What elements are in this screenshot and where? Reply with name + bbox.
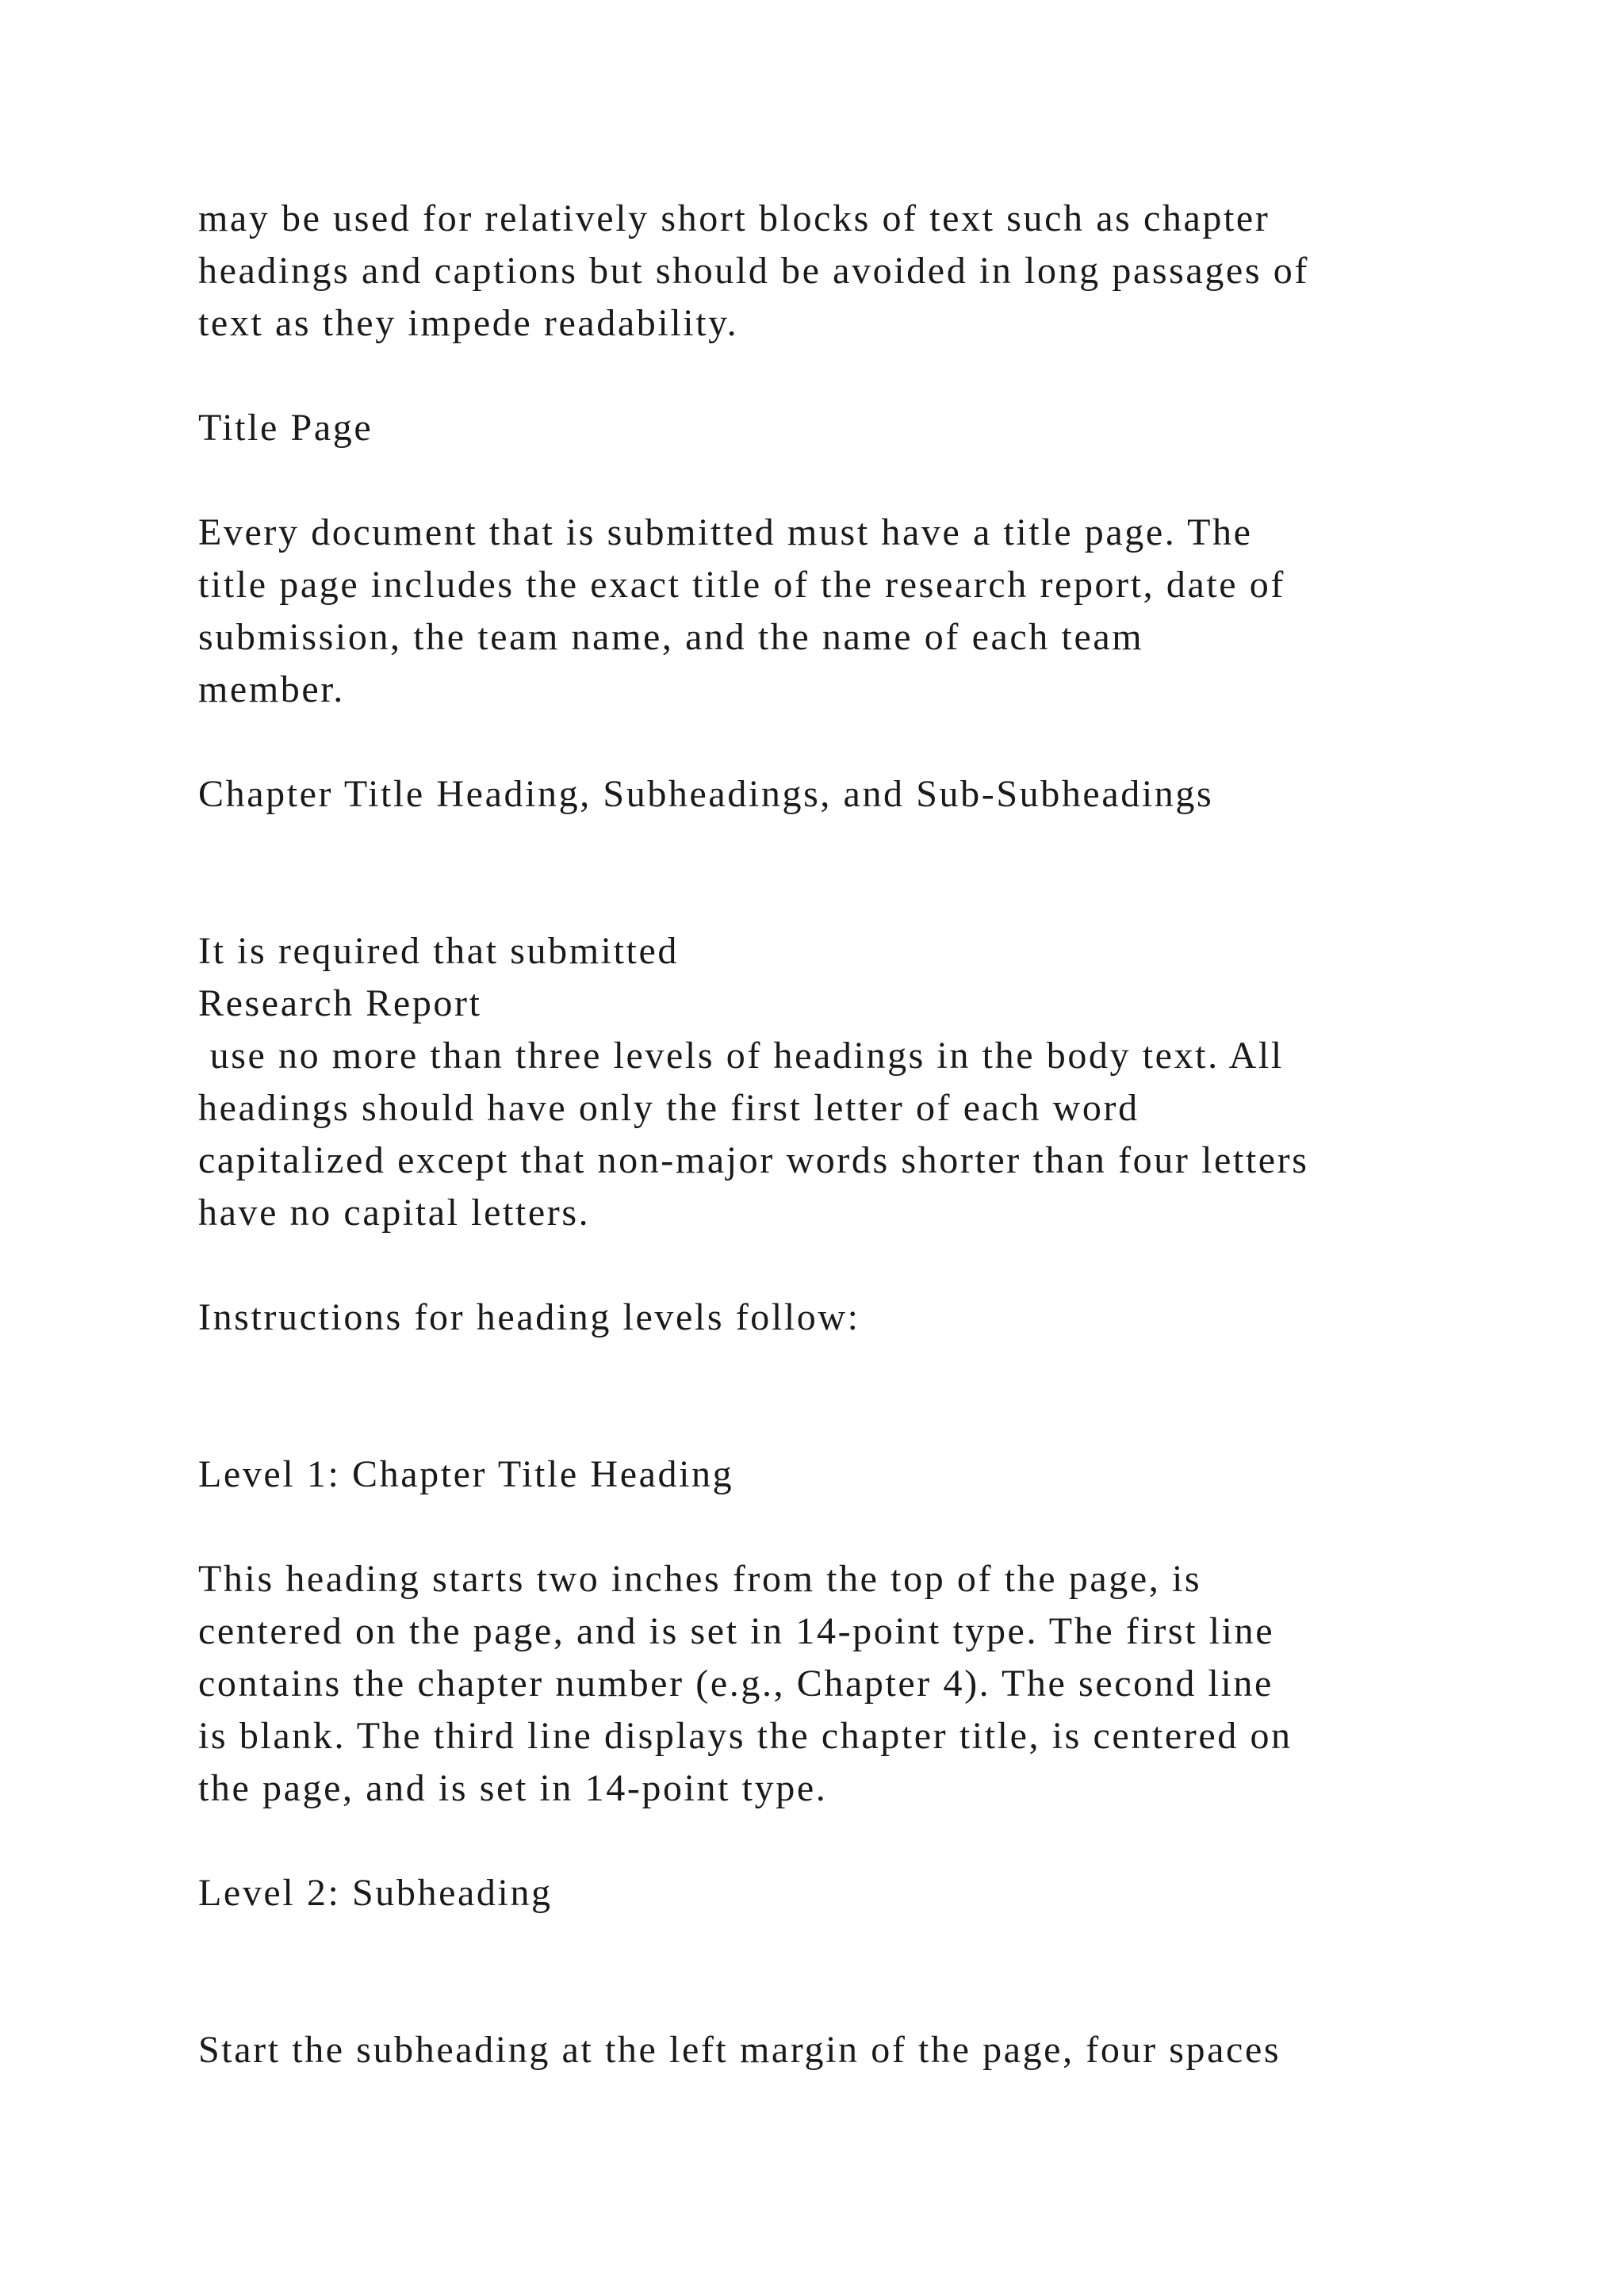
text-line: centered on the page, and is set in 14-point type. The first line <box>198 1610 1275 1652</box>
text-line: It is required that submitted <box>198 930 679 972</box>
text-line: use no more than three levels of headings in the body text. All <box>198 1035 1284 1077</box>
text-line: Every document that is submitted must have a title page. The <box>198 511 1253 553</box>
text-line: have no capital letters. <box>198 1192 591 1234</box>
text-line: headings and captions but should be avoided in long passages of <box>198 250 1309 292</box>
text-line: Instructions for heading levels follow: <box>198 1296 860 1338</box>
text-line: headings should have only the first letter of each word <box>198 1087 1139 1129</box>
text-line: the page, and is set in 14-point type. <box>198 1767 828 1809</box>
text-line: Start the subheading at the left margin of the page, four spaces <box>198 2029 1281 2071</box>
text-line: is blank. The third line displays the chapter title, is centered on <box>198 1715 1293 1757</box>
text-line: contains the chapter number (e.g., Chapter 4). The second line <box>198 1663 1274 1705</box>
text-line: text as they impede readability. <box>198 302 739 344</box>
text-line: member. <box>198 668 345 710</box>
section-heading: Level 1: Chapter Title Heading <box>198 1453 734 1495</box>
text-line: Research Report <box>198 982 482 1024</box>
text-line: This heading starts two inches from the top of the page, is <box>198 1558 1202 1600</box>
text-line: title page includes the exact title of the research report, date of <box>198 564 1285 606</box>
text-line: may be used for relatively short blocks of text such as chapter <box>198 197 1270 239</box>
section-heading: Level 2: Subheading <box>198 1872 553 1914</box>
text-line: capitalized except that non-major words shorter than four letters <box>198 1139 1309 1181</box>
section-heading: Chapter Title Heading, Subheadings, and Sub-Subheadings <box>198 773 1214 815</box>
text-line: submission, the team name, and the name of each team <box>198 616 1144 658</box>
section-heading: Title Page <box>198 407 373 449</box>
